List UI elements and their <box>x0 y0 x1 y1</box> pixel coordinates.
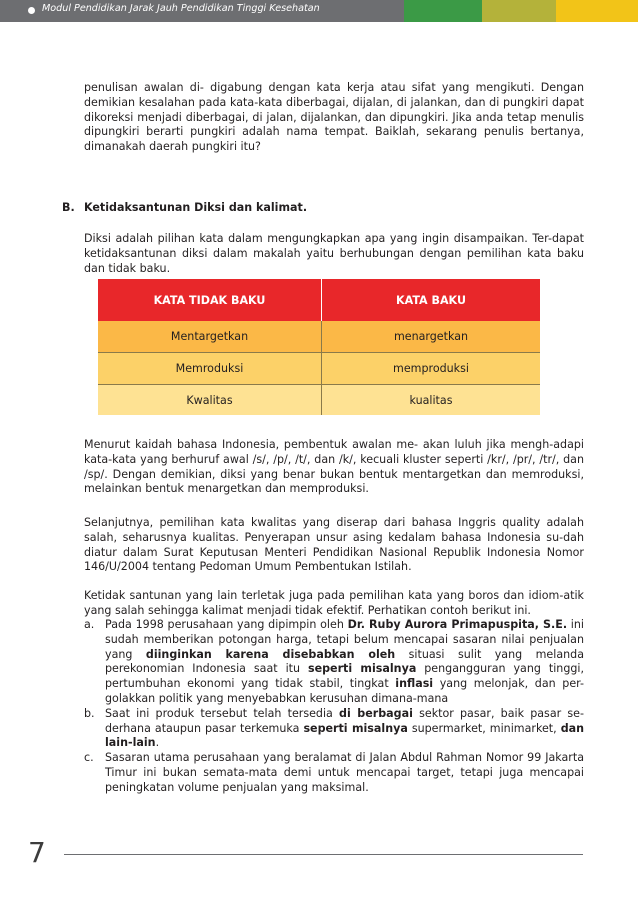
header-color-block-olive <box>482 0 556 22</box>
page-header <box>0 0 638 22</box>
header-color-block-gold <box>556 0 638 22</box>
section-label: B. <box>62 201 75 214</box>
kaidah-paragraph: Menurut kaidah bahasa Indonesia, pembentuk awalan me- akan luluh jika mengh-adapi kata-kata yang berhuruf awal /s/, /p/, /t/, dan /k/, kecuali kluster seperti /kr/, /pr/, /tr/, dan /sp/. Dengan demikian, diksi yang benar bukan bentuk mentargetkan dan memroduksi, melainkan bentuk menargetkan dan memproduksi. <box>84 438 584 496</box>
kwalitas-paragraph: Selanjutnya, pemilihan kata kwalitas yang diserap dari bahasa Inggris quality adalah salah, seharusnya kualitas. Penyerapan unsur asing kedalam bahasa Indonesia su-dah diatur dalam Surat Keputusan Menteri Pendidikan Nasional Republik Indonesia Nomor 146/U/2004 tentang Pedoman Umum Pembentukan Istilah. <box>84 516 584 574</box>
list-item <box>84 618 584 707</box>
table-cell: memproduksi <box>322 353 541 385</box>
example-text: situasi sulit yang melanda perekonomian Indonesia saat itu <box>105 647 584 676</box>
table-row <box>98 385 540 416</box>
example-text: Saat ini produk tersebut telah tersedia <box>105 706 340 720</box>
section-heading <box>62 201 307 214</box>
list-item-label: c. <box>84 751 94 765</box>
example-bold-text: di berbagai <box>339 706 413 720</box>
table-cell: Memroduksi <box>98 353 322 385</box>
example-text: . <box>155 736 160 750</box>
example-bold-text: dan lain-lain <box>105 721 585 750</box>
example-bold-text: seperti misalnya <box>303 721 408 735</box>
section-title: Ketidaksantunan Diksi dan kalimat. <box>84 201 308 214</box>
list-item <box>84 707 584 751</box>
page-number: 7 <box>28 836 46 869</box>
list-item-label: a. <box>84 618 95 631</box>
example-text: pengangguran yang tinggi, pertumbuhan ekonomi yang tidak stabil, tingkat <box>105 662 585 691</box>
diksi-paragraph: Diksi adalah pilihan kata dalam mengungkapkan apa yang ingin disampaikan. Ter-dapat ketidaksantunan diksi dalam makalah yaitu berhubungan dengan pemilihan kata baku dan tidak baku. <box>84 232 584 275</box>
footer-divider <box>64 854 583 855</box>
table-row <box>98 321 540 353</box>
table-header-cell: KATA TIDAK BAKU <box>98 279 322 321</box>
examples-list <box>84 618 584 796</box>
kata-baku-table <box>98 279 540 415</box>
table-cell: kualitas <box>322 385 541 416</box>
example-bold-text: Dr. Ruby Aurora Primapuspita, S.E. <box>347 618 568 631</box>
example-bold-text: diinginkan karena disebabkan oleh <box>145 647 396 661</box>
table-cell: Kwalitas <box>98 385 322 416</box>
example-bold-text: seperti misalnya <box>307 662 417 676</box>
bullet-dot-icon <box>28 7 35 14</box>
header-title: Modul Pendidikan Jarak Jauh Pendidikan Tinggi Kesehatan <box>42 3 320 14</box>
header-color-block-green <box>404 0 482 22</box>
example-text: Pada 1998 perusahaan yang dipimpin oleh <box>105 618 348 631</box>
example-bold-text: inflasi <box>395 677 434 691</box>
example-text: Sasaran utama perusahaan yang beralamat di Jalan Abdul Rahman Nomor 99 Jakarta Timur ini bukan semata-mata demi untuk mencapai target, tetapi juga mencapai peningkatan volume penjualan yang maksimal. <box>105 751 584 794</box>
example-text: ini sudah memberikan potongan harga, tetapi belum mencapai sasaran nilai penjualan yang <box>105 618 585 661</box>
list-item <box>84 751 584 795</box>
example-text: sektor pasar, baik pasar se-derhana ataupun pasar terkemuka <box>105 706 584 735</box>
table-cell: Mentargetkan <box>98 321 322 353</box>
list-item-label: b. <box>84 706 95 720</box>
table-cell: menargetkan <box>322 321 541 353</box>
intro-paragraph: penulisan awalan di- digabung dengan kata kerja atau sifat yang mengikuti. Dengan demikian kesalahan pada kata-kata diberbagai, dijalan, di jalankan, dan di pungkiri dapat dikoreksi menjadi diberbagai, di jalan, dijalankan, dan dipungkiri. Jika anda tetap menulis dipungkiri berarti pungkiri adalah nama tempat. Baiklah, sekarang penulis bertanya, dimanakah daerah pungkiri itu? <box>84 81 584 154</box>
example-text: yang melonjak, dan per-golakkan politik yang menyebabkan kerusuhan dimana-mana <box>105 677 584 705</box>
table-header-cell: KATA BAKU <box>322 279 541 321</box>
santun-paragraph: Ketidak santunan yang lain terletak juga pada pemilihan kata yang boros dan idiom-atik yang salah sehingga kalimat menjadi tidak efektif. Perhatikan contoh berikut ini. <box>84 589 584 617</box>
example-text: supermarket, minimarket, <box>407 721 561 735</box>
table-row <box>98 353 540 385</box>
table-header-row <box>98 279 540 321</box>
